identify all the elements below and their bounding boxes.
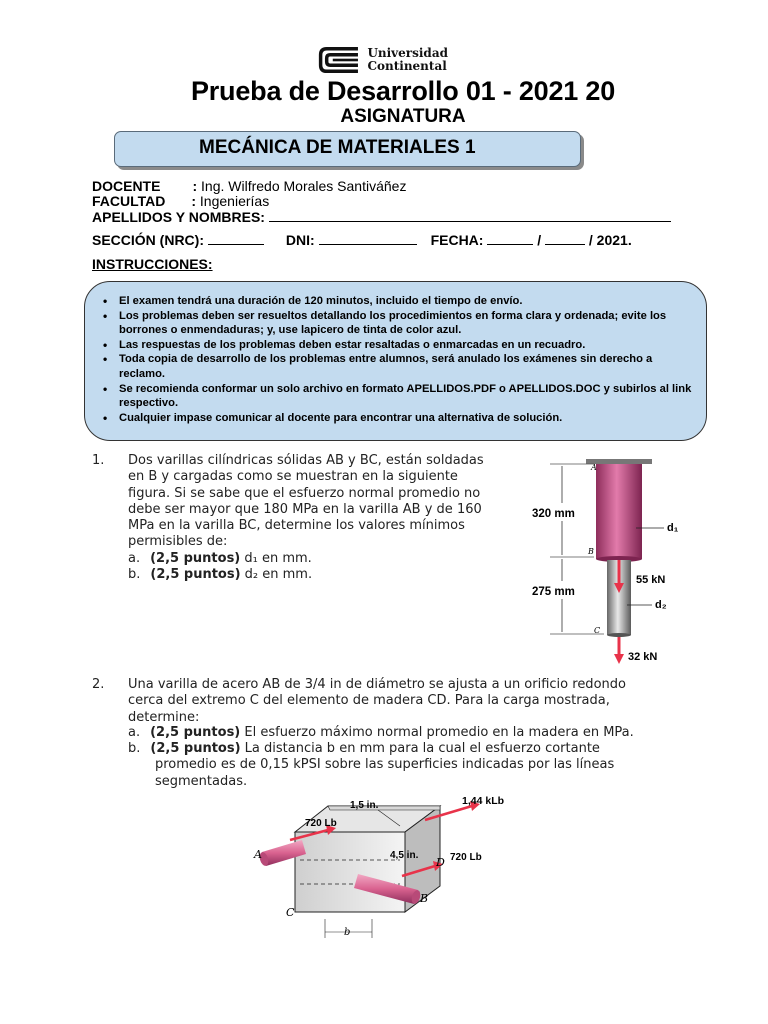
question-number: 2. (92, 677, 105, 692)
statement-line: Dos varillas cilíndricas sólidas AB y BC, están soldadas (128, 453, 484, 468)
wood-lip (328, 806, 440, 810)
fecha-year: / 2021. (588, 232, 632, 248)
part-text: d₁ en mm. (244, 551, 312, 566)
load-144klb: 1,44 kLb (462, 795, 505, 807)
label-a: A (591, 463, 597, 472)
load-720lb-left: 720 Lb (305, 818, 337, 829)
logo-line-2: Continental (367, 59, 447, 73)
seccion-field[interactable] (208, 232, 264, 245)
seccion-row: SECCIÓN (NRC): DNI: FECHA: / / 2021. (92, 232, 632, 248)
docente-label: DOCENTE (92, 178, 161, 194)
statement-line: Una varilla de acero AB de 3/4 in de diámetro se ajusta a un orificio redondo (128, 677, 626, 692)
logo-line-1: Universidad (367, 46, 448, 60)
rod-ab (596, 464, 642, 559)
load-32kn: 32 kN (628, 651, 658, 663)
continental-logo-icon (318, 43, 361, 77)
seccion-label: SECCIÓN (NRC): (92, 232, 204, 248)
part-letter: a. (128, 551, 141, 566)
dim-275: 275 mm (532, 586, 575, 598)
statement-line: MPa en la varilla BC, determine los valores mínimos (128, 518, 465, 534)
label-b: B (420, 892, 429, 905)
label-d2: d₂ (655, 599, 667, 611)
wood-front-face (295, 832, 405, 912)
figure-1-rods (528, 457, 728, 667)
instruction-item: • Se recomienda conformar un solo archivo en formato APELLIDOS.PDF o APELLIDOS.DOC y subirlos al link respectivo. (101, 382, 697, 411)
statement-line: permisibles de: (128, 534, 228, 550)
label-b: B (588, 547, 594, 556)
load-arrowhead-c (614, 654, 624, 664)
figure-2-wood-member (250, 792, 510, 952)
label-a: A (254, 848, 262, 861)
fecha-label: FECHA: (430, 232, 484, 248)
load-55kn: 55 kN (636, 574, 666, 586)
part-a (128, 551, 312, 567)
facultad-label: FACULTAD (92, 193, 166, 209)
instructions-heading: INSTRUCCIONES: (92, 256, 213, 272)
fecha-day-field[interactable] (487, 232, 533, 245)
label-d1: d₁ (667, 522, 679, 534)
part-letter: a. (128, 725, 141, 740)
nombres-label: APELLIDOS Y NOMBRES: (92, 209, 265, 225)
instructions-box (84, 281, 707, 441)
page-subtitle: ASIGNATURA (340, 106, 466, 127)
dni-label: DNI: (285, 232, 315, 248)
page-title: Prueba de Desarrollo 01 - 2021 20 (190, 76, 616, 106)
dni-field[interactable] (319, 232, 417, 245)
part-text: promedio es de 0,15 kPSI sobre las superficies indicadas por las líneas (155, 757, 615, 773)
part-text: El esfuerzo máximo normal promedio en la madera en MPa. (244, 725, 634, 740)
label-d: D (436, 856, 445, 869)
question-2 (92, 677, 692, 795)
statement-line: determine: (128, 709, 200, 725)
question-1-statement (128, 453, 516, 551)
instruction-item: • Las respuestas de los problemas deben estar resaltadas o enmarcadas en un recuadro. (101, 338, 697, 353)
part-text: La distancia b en mm para la cual el esfuerzo cortante (244, 741, 600, 756)
course-banner (114, 131, 581, 167)
facultad-row: FACULTAD : Ingenierías (92, 193, 270, 209)
part-a (128, 725, 634, 741)
statement-line: cerca del extremo C del elemento de madera CD. Para la carga mostrada, (128, 693, 610, 709)
university-logo (318, 42, 448, 78)
instruction-item: • Cualquier impase comunicar al docente para encontrar una alternativa de solución. (101, 411, 697, 426)
rod-bc-end (607, 633, 631, 637)
part-letter: b. (128, 567, 141, 582)
question-2-statement (128, 677, 680, 726)
part-points: (2,5 puntos) (150, 741, 241, 756)
instruction-item: • Toda copia de desarrollo de los problemas entre alumnos, será anulado los exámenes sin derecho a reclamo. (101, 352, 697, 381)
statement-line: en B y cargadas como se muestran en la siguiente (128, 469, 458, 485)
instruction-item: • Los problemas deben ser resueltos detallando los procedimientos en forma clara y ordenada; evite los borrones o enmendaduras; y, use lapicero de tinta de color azul. (101, 309, 697, 338)
statement-line: debe ser mayor que 180 MPa en la varilla AB y de 160 (128, 501, 482, 517)
dim-320: 320 mm (532, 508, 575, 520)
part-points: (2,5 puntos) (150, 567, 241, 582)
question-number: 1. (92, 453, 105, 468)
docente-value: Ing. Wilfredo Morales Santiváñez (201, 178, 407, 194)
instructions-list (101, 294, 697, 425)
part-points: (2,5 puntos) (150, 551, 241, 566)
part-b (128, 567, 312, 583)
part-text: d₂ en mm. (244, 567, 313, 582)
label-c: C (594, 626, 601, 635)
docente-row: DOCENTE : Ing. Wilfredo Morales Santiváñez (92, 178, 407, 194)
part-letter: b. (128, 741, 141, 756)
label-c: C (286, 906, 295, 919)
label-b-dim: b (344, 927, 351, 938)
fecha-month-field[interactable] (545, 232, 585, 245)
facultad-value: Ingenierías (199, 193, 270, 209)
nombres-row (92, 209, 671, 225)
question-1 (92, 453, 522, 593)
logo-text (367, 47, 448, 73)
course-name: MECÁNICA DE MATERIALES 1 (199, 137, 476, 158)
dim-1-5-in: 1,5 in. (350, 800, 379, 811)
dim-4-5-in: 4,5 in. (390, 850, 419, 861)
statement-line: figura. Si se sabe que el esfuerzo normal promedio no (128, 485, 481, 501)
load-720lb-right: 720 Lb (450, 852, 482, 863)
nombres-field[interactable] (269, 209, 671, 222)
part-text: segmentadas. (155, 773, 248, 789)
instruction-item: • El examen tendrá una duración de 120 minutos, incluido el tiempo de envío. (101, 294, 697, 309)
part-b (128, 741, 680, 790)
part-points: (2,5 puntos) (150, 725, 241, 740)
